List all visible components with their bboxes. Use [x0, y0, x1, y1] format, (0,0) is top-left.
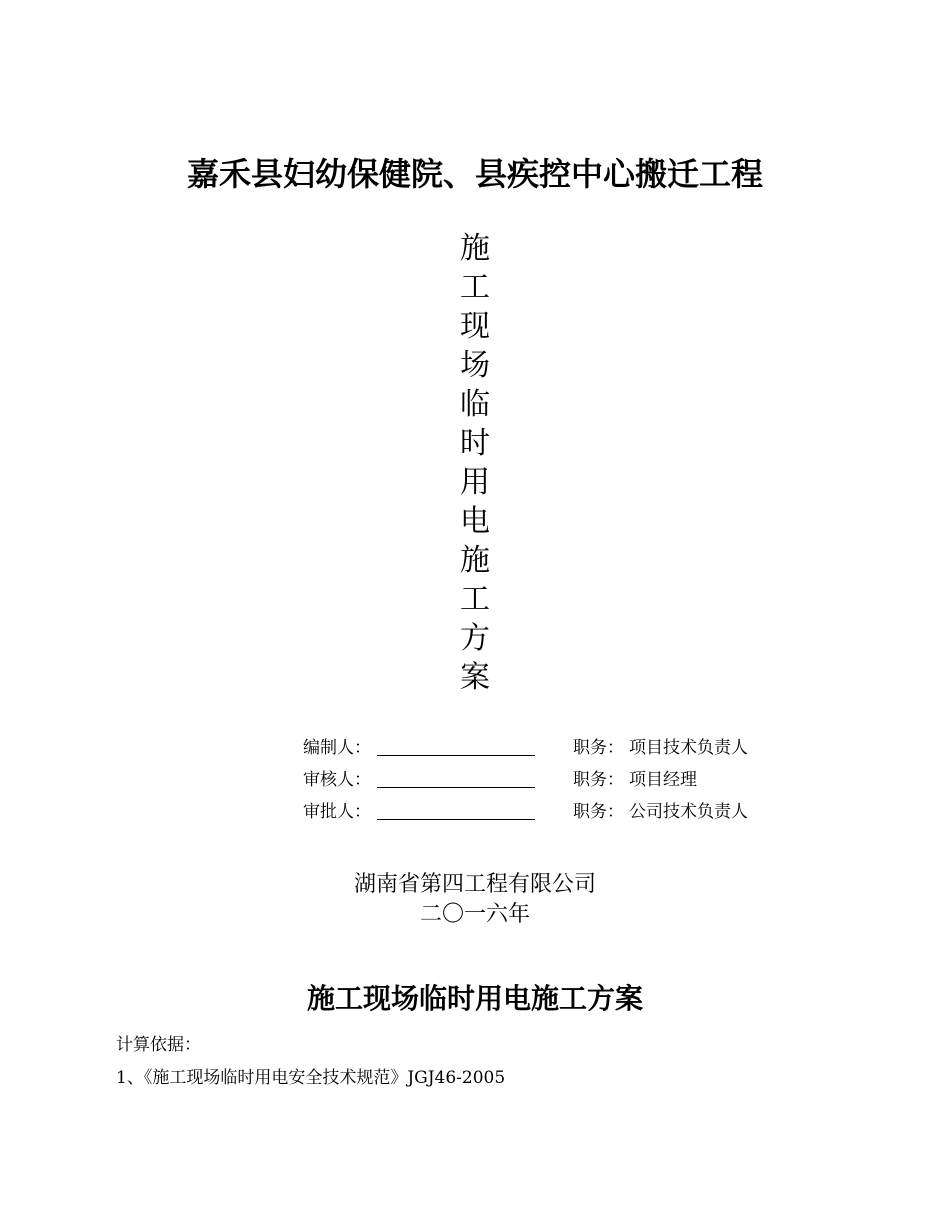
document-year: 二〇一六年 — [419, 902, 530, 927]
title-char: 工 — [460, 582, 490, 617]
title-char: 时 — [460, 426, 490, 461]
title-char: 施 — [460, 543, 490, 578]
title-char: 施 — [460, 231, 490, 266]
title-char: 临 — [460, 387, 490, 422]
signature-line — [377, 787, 535, 788]
position-label: 职务： — [573, 802, 624, 822]
position-value: 项目技术负责人 — [629, 738, 748, 758]
title-char: 用 — [460, 465, 490, 500]
position-value: 项目经理 — [629, 770, 697, 790]
signature-line — [377, 755, 535, 756]
company-block — [0, 870, 950, 930]
title-char: 工 — [460, 270, 490, 305]
title-char: 场 — [460, 348, 490, 383]
project-title: 嘉禾县妇幼保健院、县疾控中心搬迁工程 — [186, 155, 763, 193]
signature-label: 审核人： — [303, 770, 371, 790]
title-char: 电 — [460, 504, 490, 539]
title-char: 案 — [460, 660, 490, 695]
position-value: 公司技术负责人 — [629, 802, 748, 822]
section-heading: 施工现场临时用电施工方案 — [306, 982, 643, 1015]
position-label: 职务： — [573, 770, 624, 790]
vertical-document-title — [440, 229, 510, 697]
signature-line — [377, 819, 535, 820]
title-char: 现 — [460, 309, 490, 344]
calculation-basis-label: 计算依据： — [116, 1035, 201, 1055]
signature-label: 审批人： — [303, 802, 371, 822]
position-label: 职务： — [573, 738, 624, 758]
signature-label: 编制人： — [303, 738, 371, 758]
company-name: 湖南省第四工程有限公司 — [353, 872, 596, 897]
title-char: 方 — [460, 621, 490, 656]
basis-item: 1、《施工现场临时用电安全技术规范》JGJ46-2005 — [116, 1068, 506, 1088]
